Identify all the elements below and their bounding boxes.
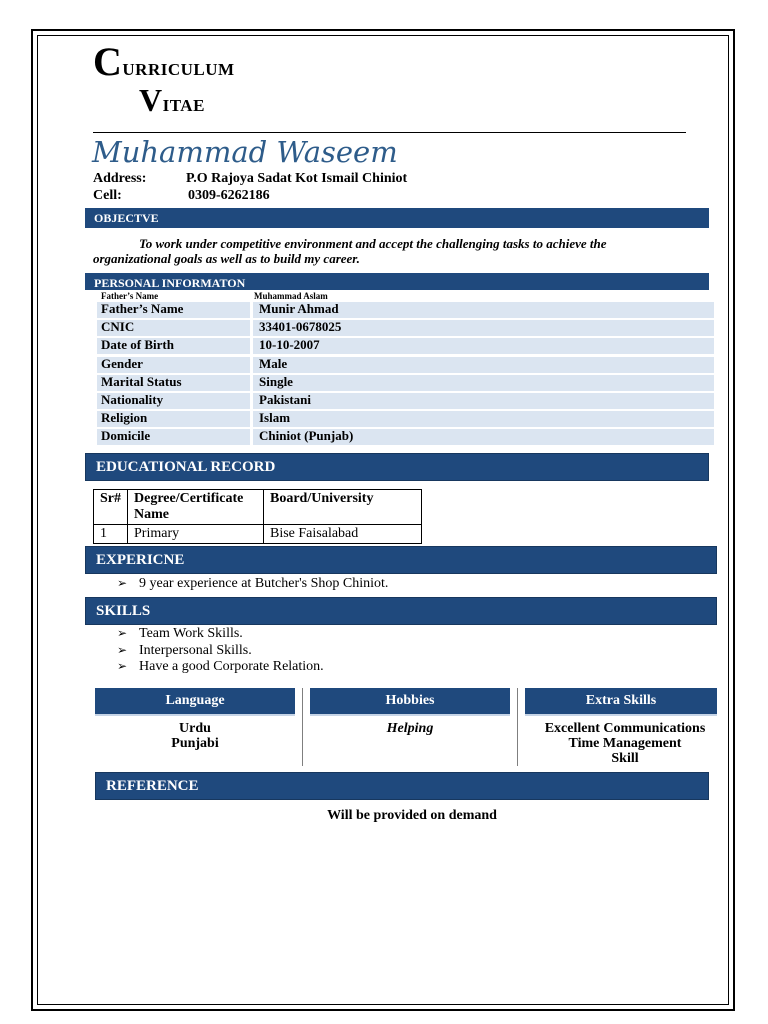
info-value: 33401-0678025 — [259, 319, 342, 335]
hobbies-list — [310, 721, 510, 736]
info-value: Munir Ahmad — [259, 301, 339, 316]
info-value: Pakistani — [259, 392, 312, 407]
info-value-cell — [253, 357, 714, 373]
education-cell-degree: Primary — [128, 525, 264, 544]
table-row — [97, 375, 714, 391]
title-curriculum: CURRICULUM — [93, 39, 235, 84]
education-header-sr: Sr# — [94, 490, 128, 525]
extra-skills-heading: Extra Skills — [525, 688, 717, 716]
language-item: Urdu — [179, 721, 211, 736]
table-row — [97, 393, 714, 409]
objective-line-1: To work under competitive environment and accept the challenging tasks to achieve the — [139, 236, 607, 251]
extra-skill-item: Time Management — [568, 736, 682, 751]
education-header-degree: Degree/Certificate Name — [128, 490, 264, 525]
reference-heading: REFERENCE — [95, 772, 709, 800]
education-cell-board: Bise Faisalabad — [264, 525, 422, 544]
info-label: CNIC — [101, 319, 135, 335]
education-header-row — [94, 490, 422, 525]
table-row — [97, 320, 714, 336]
education-header-board: Board/University — [264, 490, 422, 525]
address-value: P.O Rajoya Sadat Kot Ismail Chiniot — [186, 171, 408, 186]
experience-heading: EXPERICNE — [85, 546, 717, 574]
extra-skill-item: Excellent Communications — [544, 721, 706, 736]
personal-overlay-value: Muhammad Aslam — [254, 291, 328, 301]
info-label: Date of Birth — [101, 337, 174, 353]
language-heading: Language — [95, 688, 295, 716]
address-label: Address: — [93, 171, 147, 186]
arrow-bullet-icon: ➢ — [117, 576, 128, 590]
info-label: Religion — [101, 410, 148, 426]
cell-label: Cell: — [93, 188, 122, 203]
hobbies-heading: Hobbies — [310, 688, 510, 716]
column-divider — [302, 688, 303, 766]
info-value-cell — [253, 411, 714, 427]
cell-value: 0309-6262186 — [188, 188, 270, 203]
info-label: Domicile — [101, 428, 151, 444]
objective-heading: OBJECTVE — [85, 208, 709, 228]
language-list — [95, 721, 295, 751]
info-value-cell — [253, 338, 714, 354]
title-vitae: VITAE — [139, 82, 205, 118]
info-label: Father’s Name — [101, 301, 184, 316]
table-row — [97, 357, 714, 373]
info-value: 10-10-2007 — [259, 337, 320, 353]
table-row — [97, 411, 714, 427]
arrow-bullet-icon: ➢ — [117, 659, 128, 673]
title-rule — [93, 132, 686, 133]
personal-overlay-label: Father’s Name — [101, 291, 159, 301]
personal-info-heading: PERSONAL INFORMATON — [85, 273, 709, 290]
info-value: Single — [259, 373, 293, 389]
language-item: Punjabi — [171, 736, 219, 751]
table-row — [94, 525, 422, 544]
info-value: Islam — [259, 410, 291, 426]
education-table — [93, 489, 422, 544]
candidate-name: Muhammad Waseem — [92, 135, 398, 169]
info-value: Male — [259, 355, 288, 371]
info-label: Nationality — [101, 392, 164, 407]
column-divider — [517, 688, 518, 766]
education-heading: EDUCATIONAL RECORD — [85, 453, 709, 481]
table-row — [97, 302, 714, 318]
extra-skill-item: Skill — [611, 751, 639, 766]
education-cell-sr: 1 — [94, 525, 128, 544]
extra-skills-list — [525, 721, 725, 766]
objective-line-2: organizational goals as well as to build my career. — [93, 251, 360, 266]
skills-heading: SKILLS — [85, 597, 717, 625]
reference-text: Will be provided on demand — [327, 808, 497, 823]
hobby-item: Helping — [386, 721, 434, 736]
table-row — [97, 429, 714, 445]
info-value-cell — [253, 393, 714, 409]
info-label: Marital Status — [101, 373, 182, 389]
info-value-cell — [253, 375, 714, 391]
table-row — [97, 338, 714, 354]
arrow-bullet-icon: ➢ — [117, 643, 128, 657]
info-value: Chiniot (Punjab) — [259, 428, 354, 444]
info-label: Gender — [101, 355, 143, 371]
arrow-bullet-icon: ➢ — [117, 626, 128, 640]
